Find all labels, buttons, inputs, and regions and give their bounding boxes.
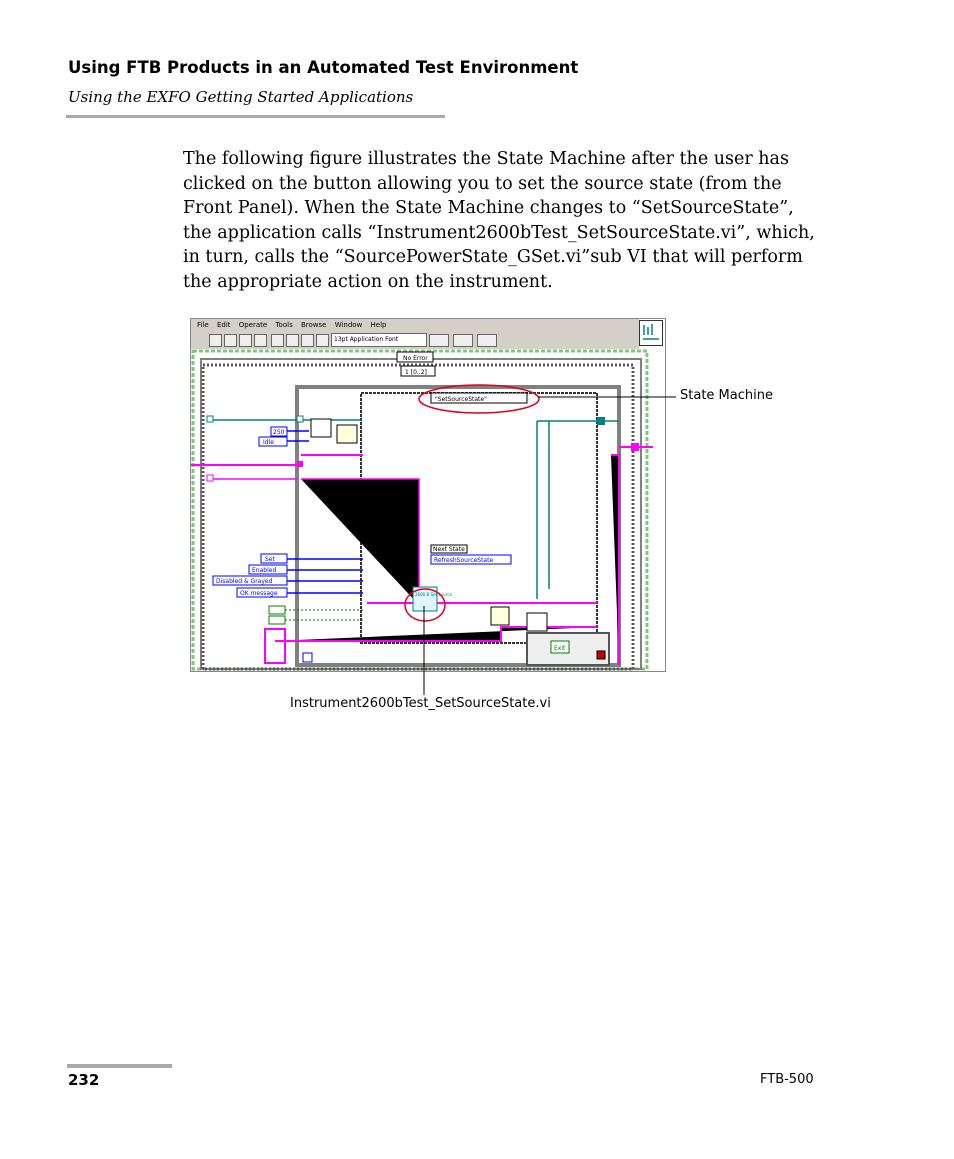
menu-help[interactable]: Help: [370, 321, 387, 329]
svg-text:Set: Set: [265, 556, 275, 563]
menu-operate[interactable]: Operate: [238, 321, 268, 329]
svg-text:2600 B Set Source: 2600 B Set Source: [415, 592, 453, 597]
menu-edit[interactable]: Edit: [216, 321, 231, 329]
svg-text:Idle: Idle: [263, 439, 274, 446]
svg-text:OK message: OK message: [240, 590, 278, 597]
svg-text:Enabled: Enabled: [252, 567, 277, 574]
menu-tools[interactable]: Tools: [275, 321, 293, 329]
font-selector[interactable]: 13pt Application Font: [331, 333, 427, 347]
footer-rule: [67, 1064, 172, 1068]
header-title: Using FTB Products in an Automated Test Environment: [68, 58, 579, 77]
page-number: 232: [68, 1071, 100, 1089]
svg-text:1 [0..2]: 1 [0..2]: [405, 369, 427, 376]
svg-text:Exit: Exit: [554, 645, 566, 652]
svg-text:Next State: Next State: [433, 546, 465, 553]
header-subtitle: Using the EXFO Getting Started Applications: [68, 88, 414, 106]
svg-text:RefreshSourceState: RefreshSourceState: [434, 557, 494, 564]
menu-browse[interactable]: Browse: [300, 321, 327, 329]
svg-text:250: 250: [273, 429, 285, 436]
callout-subvi: Instrument2600bTest_SetSourceState.vi: [290, 696, 551, 711]
product-name: FTB-500: [760, 1072, 814, 1087]
menu-file[interactable]: File: [197, 321, 209, 329]
body-paragraph: The following figure illustrates the State Machine after the user has clicked on the button allowing you to set the source state (from the Front Panel). When the State Machine changes to “SetSourceState”, the application calls “Instrument2600bTest_SetSourceState.vi”, which, in turn, calls the “SourcePowerState_GSet.vi”sub VI that will perform the appropriate action on the instrument.: [183, 149, 815, 292]
menu-window[interactable]: Window: [334, 321, 363, 329]
svg-text:Disabled & Grayed: Disabled & Grayed: [216, 578, 273, 585]
svg-text:"SetSourceState": "SetSourceState": [435, 396, 487, 403]
svg-text:No Error: No Error: [403, 355, 428, 362]
callout-state-machine: State Machine: [680, 388, 773, 403]
